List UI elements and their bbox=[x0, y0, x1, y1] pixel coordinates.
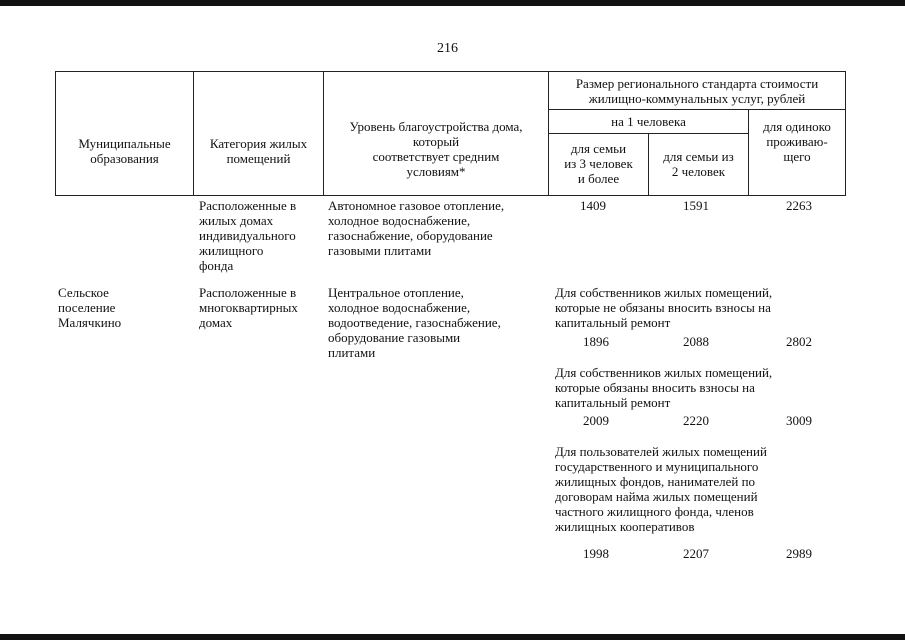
page-number: 216 bbox=[437, 41, 458, 56]
level-individual: Автономное газовое отопление, холодное водоснабжение, газоснабжение, оборудование газовыми плитами bbox=[328, 198, 505, 258]
value-row1-family3: 1409 bbox=[580, 198, 606, 213]
header-group-title: Размер регионального стандарта стоимости жилищно-коммунальных услуг, рублей bbox=[575, 76, 819, 106]
category-individual: Расположенные в жилых домах индивидуального жилищного фонда bbox=[199, 198, 297, 273]
value-c-family2: 2207 bbox=[683, 546, 709, 561]
note-owners-no-capital-repair: Для собственников жилых помещений, которые не обязаны вносить взносы на капитальный ремонт bbox=[555, 285, 773, 330]
value-c-single: 2989 bbox=[786, 546, 812, 561]
header-municipality: Муниципальные образования bbox=[78, 136, 171, 166]
header-family-3: для семьи из 3 человек и более bbox=[564, 141, 633, 186]
value-row1-family2: 1591 bbox=[683, 198, 709, 213]
note-tenants-users: Для пользователей жилых помещений государственного и муниципального жилищных фондов, нанимателей по договорам найма жилых помещений частного жилищного фонда, членов жилищных кооперативов bbox=[555, 444, 767, 534]
scan-border-top bbox=[0, 0, 905, 6]
value-c-family3: 1998 bbox=[583, 546, 609, 561]
value-a-family3: 1896 bbox=[583, 334, 609, 349]
value-b-family2: 2220 bbox=[683, 413, 709, 428]
level-apartment: Центральное отопление, холодное водоснабжение, водоотведение, газоснабжение, оборудование газовыми плитами bbox=[328, 285, 501, 360]
col-divider-1 bbox=[193, 71, 194, 196]
value-a-family2: 2088 bbox=[683, 334, 709, 349]
municipality-name: Сельское поселение Малячкино bbox=[58, 285, 122, 330]
scan-border-bottom bbox=[0, 634, 905, 640]
value-a-single: 2802 bbox=[786, 334, 812, 349]
value-row1-single: 2263 bbox=[786, 198, 812, 213]
table-right-border bbox=[845, 71, 846, 196]
value-b-family3: 2009 bbox=[583, 413, 609, 428]
category-apartment: Расположенные в многоквартирных домах bbox=[199, 285, 298, 330]
header-bottom-border bbox=[55, 195, 846, 196]
note-owners-capital-repair: Для собственников жилых помещений, которые обязаны вносить взносы на капитальный ремонт bbox=[555, 365, 773, 410]
value-b-single: 3009 bbox=[786, 413, 812, 428]
table-top-border bbox=[55, 71, 846, 72]
header-per-person: на 1 человека bbox=[611, 114, 686, 129]
header-single: для одиноко проживаю- щего bbox=[763, 119, 831, 164]
header-group-divider bbox=[548, 109, 846, 110]
header-category: Категория жилых помещений bbox=[209, 136, 308, 166]
table-left-border bbox=[55, 71, 56, 196]
header-level: Уровень благоустройства дома, который соответствует средним условиям* bbox=[349, 119, 523, 179]
header-family-2: для семьи из 2 человек bbox=[663, 149, 734, 179]
